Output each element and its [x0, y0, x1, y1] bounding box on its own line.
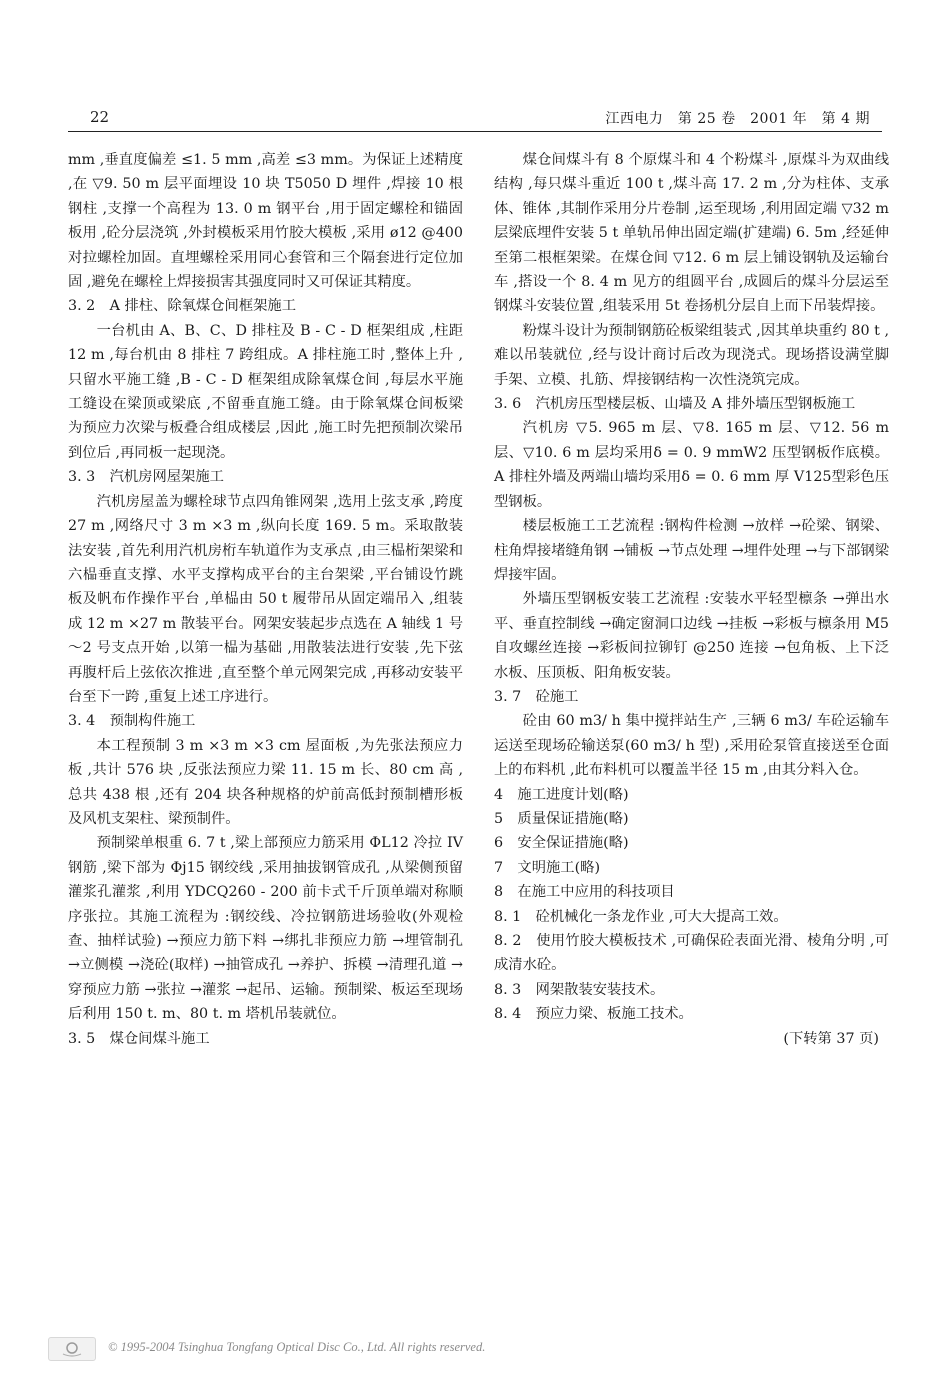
publisher-logo-icon: [48, 1337, 96, 1361]
section-heading-7: 7 文明施工(略): [494, 859, 601, 876]
paragraph-roof-truss: 汽机房屋盖为螺栓球节点四角锥网架 ,选用上弦支承 ,跨度 27 m ,网络尺寸 3 m ×3 m ,纵向长度 169. 5 m。采取散装法安装 ,首先利用汽机房桁车轨道作为支承点 ,由三榀桁架梁和六榀垂直支撑、水平支撑构成平台的主台架梁 ,平台铺设竹跳板及帆布作操作平台 ,单榀由 50 t 履带吊从固定端吊入 ,组装成 12 m ×27 m 散装平台。网架安装起步点选在 A 轴线 1 号～2 号支点开始 ,以第一榀为基础 ,用散装法进行安装 ,先下弦再腹杆后上弦依次推进 ,直至整个单元网架完成 ,再移动安装平台至下一跨 ,重复上述工序进行。: [68, 493, 463, 705]
paragraph-powder-hopper: 粉煤斗设计为预制钢筋砼板梁组装式 ,因其单块重约 80 t ,难以吊装就位 ,经与设计商讨后改为现浇式。现场搭设满堂脚手架、立模、扎筋、焊接钢结构一次性浇筑完成。: [494, 322, 889, 388]
section-heading-4: 4 施工进度计划(略): [494, 786, 629, 803]
header-rule: [68, 131, 882, 132]
section-heading-3-6: 3. 6 汽机房压型楼层板、山墙及 A 排外墙压型钢板施工: [494, 396, 856, 413]
list-item-8-2: 8. 2 使用竹胶大模板技术 ,可确保砼表面光滑、棱角分明 ,可成清水砼。: [494, 933, 889, 974]
paragraph-frame: 一台机由 A、B、C、D 排柱及 B - C - D 框架组成 ,柱距 12 m ,每台机由 8 排柱 7 跨组成。A 排柱施工时 ,整体上升 ,只留水平施工缝 ,B - C - D 框架组成除氧煤仓间 ,每层水平施工缝设在梁顶或梁底 ,不留垂直施工缝。由于除氧煤仓间板梁为预应力次梁与板叠合组成楼层 ,因此 ,施工时先把预制次梁吊到位后 ,再同板一起现浇。: [68, 322, 463, 461]
list-item-8-4: 8. 4 预应力梁、板施工技术。: [494, 1006, 693, 1023]
section-heading-3-2: 3. 2 A 排柱、除氧煤仓间框架施工: [68, 298, 297, 315]
copyright-notice: © 1995-2004 Tsinghua Tongfang Optical Disc Co., Ltd. All rights reserved.: [108, 1340, 486, 1354]
paragraph-precast-beam: 预制梁单根重 6. 7 t ,梁上部预应力筋采用 ΦL12 冷拉 IV 钢筋 ,梁下部为 Φj15 钢绞线 ,采用抽拔钢管成孔 ,从梁侧预留灌浆孔灌浆 ,利用 YDCQ260 - 200 前卡式千斤顶单端对称顺序张拉。其施工流程为 :钢绞线、冷拉钢筋进场验收(外观检查、抽样试验) →预应力筋下料 →绑扎非预应力筋 →埋管制孔 →立侧模 →浇砼(取样) →抽管成孔 →养护、拆模 →清理孔道 →穿预应力筋 →张拉 →灌浆 →起吊、运输。预制梁、板运至现场后利用 150 t. m、80 t. m 塔机吊装就位。: [68, 835, 463, 1023]
continued-note: (下转第 37 页): [783, 1030, 879, 1047]
right-column: [494, 148, 889, 1051]
page-number: 22: [90, 108, 110, 126]
section-heading-3-4: 3. 4 预制构件施工: [68, 713, 196, 730]
section-heading-3-3: 3. 3 汽机房网屋架施工: [68, 469, 224, 486]
paragraph-deck: 汽机房 ▽5. 965 m 层、▽8. 165 m 层、▽12. 56 m 层、▽10. 6 m 层均采用δ = 0. 9 mmW2 压型钢板作底模。A 排柱外墙及两端山墙均采用δ = 0. 6 mm 厚 V125型彩色压型钢板。: [494, 420, 889, 510]
journal-info: 江西电力 第 25 卷 2001 年 第 4 期: [605, 111, 870, 127]
paragraph-precast: 本工程预制 3 m ×3 m ×3 cm 屋面板 ,为先张法预应力板 ,共计 576 块 ,反张法预应力梁 11. 15 m 长、80 cm 高 ,总共 438 根 ,还有 204 块各种规格的炉前高低封预制槽形板及风机支架柱、梁预制件。: [68, 737, 463, 827]
paragraph-concrete: 砼由 60 m3/ h 集中搅拌站生产 ,三辆 6 m3/ 车砼运输车运送至现场砼输送泵(60 m3/ h 型) ,采用砼泵管直接送至仓面上的布料机 ,此布料机可以覆盖半径 15 m ,由其分料入仓。: [494, 713, 889, 779]
list-item-8-1: 8. 1 砼机械化一条龙作业 ,可大大提高工效。: [494, 908, 788, 925]
section-heading-3-7: 3. 7 砼施工: [494, 688, 579, 705]
page-footer: [40, 1333, 900, 1363]
paragraph-wall-process: 外墙压型钢板安装工艺流程 :安装水平轻型檩条 →弹出水平、垂直控制线 →确定窗洞口边线 →挂板 →彩板与檩条用 M5 自攻螺丝连接 →彩板间拉铆钉 @250 连接 →包角板、上下泛水板、压顶板、阳角板安装。: [494, 591, 889, 681]
running-header: [68, 106, 882, 132]
paragraph-precision: mm ,垂直度偏差 ≤1. 5 mm ,高差 ≤3 mm。为保证上述精度 ,在 ▽9. 50 m 层平面埋设 10 块 T5050 D 埋件 ,焊接 10 根钢柱 ,支撑一个高程为 13. 0 m 钢平台 ,用于固定螺栓和锚固板用 ,砼分层浇筑 ,外封模板采用竹胶大模板 ,采用 ø12 @400 对拉螺栓加固。直埋螺栓采用同心套管和三个隔套进行定位加固 ,避免在螺栓上焊接损害其强度同时又可保证其精度。: [68, 152, 463, 291]
section-heading-8: 8 在施工中应用的科技项目: [494, 884, 675, 901]
left-column: [68, 148, 463, 1051]
paragraph-floor-process: 楼层板施工工艺流程 :钢构件检测 →放样 →砼梁、钢梁、柱角焊接堵缝角钢 →铺板 →节点处理 →埋件处理 →与下部钢梁焊接牢固。: [494, 518, 889, 583]
list-item-8-3: 8. 3 网架散装安装技术。: [494, 981, 665, 998]
section-heading-5: 5 质量保证措施(略): [494, 810, 629, 827]
section-heading-6: 6 安全保证措施(略): [494, 835, 629, 852]
paragraph-coal-hopper: 煤仓间煤斗有 8 个原煤斗和 4 个粉煤斗 ,原煤斗为双曲线结构 ,每只煤斗重近 100 t ,煤斗高 17. 2 m ,分为柱体、支承体、锥体 ,其制作采用分片卷制 ,运至现场 ,利用固定端 ▽32 m 层梁底埋件安装 5 t 单轨吊伸出固定端(扩建端) 6. 5m ,经延伸至第二根框架梁。在煤仓间 ▽12. 6 m 层上铺设钢轨及运输台车 ,搭设一个 8. 4 m 见方的组圆平台 ,成圆后的煤斗分层运至钢煤斗安装位置 ,组装采用 5t 卷扬机分层自上而下吊装焊接。: [494, 152, 889, 315]
section-heading-3-5: 3. 5 煤仓间煤斗施工: [68, 1030, 210, 1047]
